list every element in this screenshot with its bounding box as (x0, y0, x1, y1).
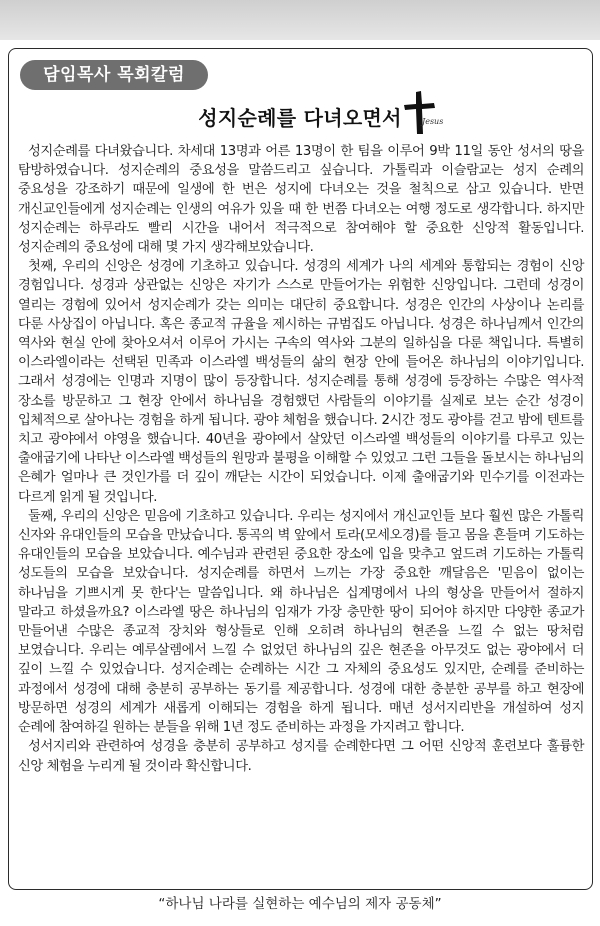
paragraph-second-point: 둘째, 우리의 신앙은 믿음에 기초하고 있습니다. 우리는 성지에서 개신교인들 보다 훨씬 많은 가톨릭 신자와 유대인들의 모습을 만났습니다. 통곡의 벽 앞에서 토라(모세오경)를 들고 몸을 흔들며 기도하는 유대인들의 모습을 보았습니다. 예수님과 관련된 중요한 장소에 입을 맞추고 엎드려 기도하는 가톨릭 성도들의 모습을 보았습니다. 성지순례를 하면서 느끼는 가장 중요한 깨달음은 '믿음이 없이는 하나님을 기쁘시게 못 한다'는 말씀입니다. 왜 하나님은 십계명에서 나의 형상을 만들어서 절하지 말라고 하셨을까요? 이스라엘 땅은 하나님의 임재가 가장 충만한 땅이 되어야 하지만 다양한 종교가 만들어낸 수많은 종교적 장치와 형상들로 인해 오히려 하나님의 현존을 느낄 수 없는 땅처럼 보였습니다. 우리는 예루살렘에서 느낄 수 없었던 하나님의 깊은 현존을 아무것도 없는 광야에서 더 깊이 느낄 수 있었습니다. 성지순례는 순례하는 시간 그 자체의 중요성도 있지만, 순례를 준비하는 과정에서 성경에 대해 충분히 공부하는 동기를 제공합니다. 성경에 대한 충분한 공부를 하고 현장에 방문하면 성경의 세계가 새롭게 이해되는 경험을 하게 됩니다. 매년 성서지리반을 개설하여 성지 순례에 참여하길 원하는 분들을 위해 1년 정도 준비하는 과정을 가지려고 합니다. (18, 508, 584, 736)
column-category-badge: 담임목사 목회칼럼 (20, 60, 208, 90)
paragraph-conclusion: 성서지리와 관련하여 성경을 충분히 공부하고 성지를 순례한다면 그 어떤 신앙적 훈련보다 훌륭한 신앙 체험을 누리게 될 것이라 확신합니다. (18, 739, 584, 774)
church-motto: “하나님 나라를 실현하는 예수님의 제자 공동체” (158, 896, 442, 912)
headline-wrap (0, 98, 600, 138)
cross-caption: Jesus (422, 117, 444, 126)
paragraph-intro: 성지순례를 다녀왔습니다. 차세대 13명과 어른 13명이 한 팀을 이루어 9박 11일 동안 성서의 땅을 탐방하였습니다. 성지순례의 중요성을 말씀드리고 싶습니다. 가톨릭과 이슬람교는 성지 순례의 중요성을 강조하기 때문에 일생에 한 번은 성지에 다녀오는 것을 철칙으로 삼고 있습니다. 반면 개신교인들에게 성지순례는 인생의 여유가 있을 때 한 번쯤 다녀오는 여행 정도로 생각합니다. 하지만 성지순례는 하루라도 빨리 시간을 내어서 적극적으로 참여해야 할 중요한 신앙적 활동입니다. 성지순례의 중요성에 대해 몇 가지 생각해보았습니다. (18, 144, 584, 256)
column-body (18, 142, 584, 776)
cross-icon (400, 90, 440, 136)
paragraph-first-point: 첫째, 우리의 신앙은 성경에 기초하고 있습니다. 성경의 세계가 나의 세계와 통합되는 경험이 신앙 경험입니다. 성경과 상관없는 신앙은 자기가 스스로 만들어가는 위험한 신앙입니다. 그런데 성경이 열리는 경험에 있어서 성지순례가 갖는 의미는 대단히 중요합니다. 성경은 인간의 사상이나 논리를 다룬 사상집이 아닙니다. 혹은 종교적 규율을 제시하는 규범집도 아닙니다. 성경은 하나님께서 인간의 역사와 현실 안에 찾아오셔서 이루어 가시는 구속의 역사와 그분의 일하심을 다룬 책입니다. 특별히 이스라엘이라는 선택된 민족과 이스라엘 백성들의 삶의 현장 안에 들어온 하나님의 이야기입니다. 그래서 성경에는 인명과 지명이 많이 등장합니다. 성지순례를 통해 성경에 등장하는 수많은 역사적 장소를 방문하고 그 현장 안에서 하나님을 경험했던 사람들의 이야기를 실제로 보는 순간 성경이 입체적으로 살아나는 경험을 하게 됩니다. 광야 체험을 했습니다. 2시간 정도 광야를 걷고 밤에 텐트를 치고 광야에서 야영을 했습니다. 40년을 광야에서 살았던 이스라엘 백성들의 이야기를 다루고 있는 출애굽기에 나타난 이스라엘 백성들의 원망과 불평을 이해할 수 있었고 그런 그들을 돌보시는 하나님의 은혜가 얼마나 큰 것인가를 더 깊이 깨닫는 시간이 되었습니다. 이제 출애굽기와 민수기를 이전과는 다르게 읽게 될 것입니다. (18, 259, 584, 505)
column-title: 성지순례를 다녀오면서 (198, 106, 402, 130)
top-strip (0, 0, 600, 40)
